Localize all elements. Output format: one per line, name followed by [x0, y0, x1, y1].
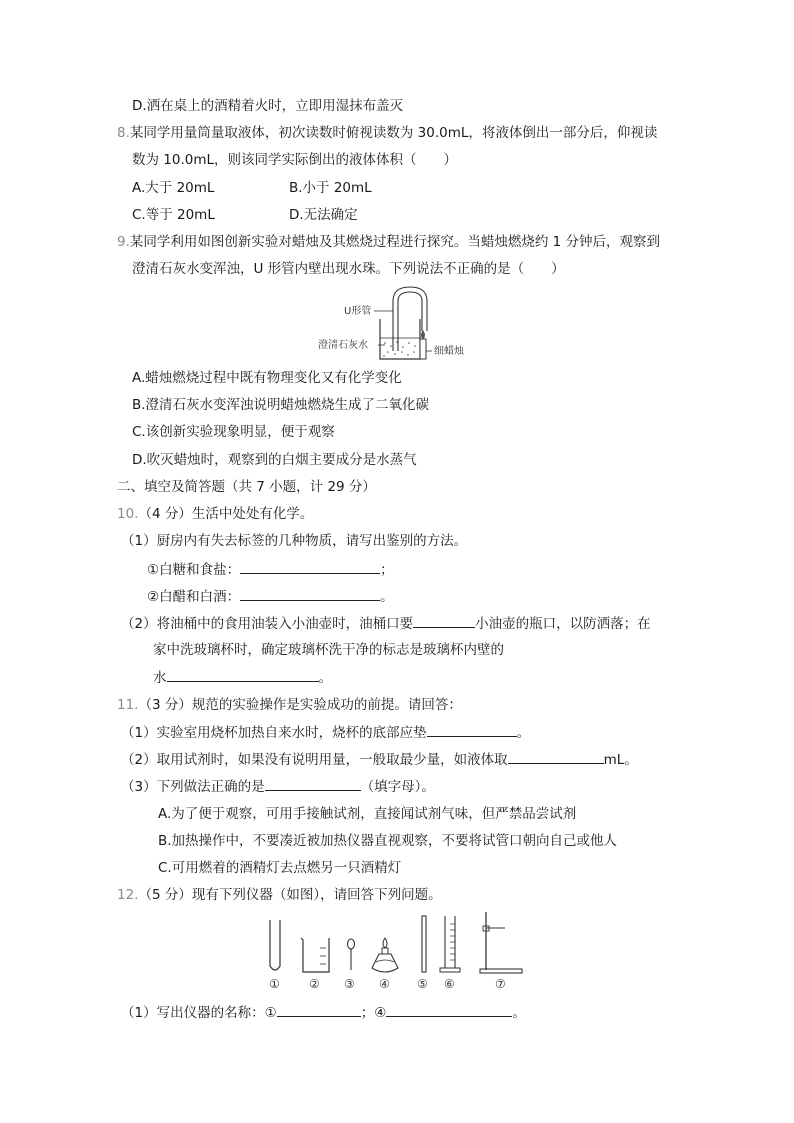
q9-option-c: C.该创新实验现象明显，便于观察 [132, 424, 335, 440]
q8-option-c: C.等于 20mL [132, 207, 215, 223]
q9-option-a: A.蜡烛燃烧过程中既有物理变化又有化学变化 [132, 370, 402, 386]
q11-part3: （3）下列做法正确的是 （填字母）。 [121, 776, 435, 797]
q12-stem-text: （5 分）现有下列仪器（如图），请回答下列问题。 [138, 887, 442, 903]
q8-option-d: D.无法确定 [289, 207, 358, 223]
q10-part1: （1）厨房内有失去标签的几种物质，请写出鉴别的方法。 [121, 533, 468, 549]
q11-blank-beaker[interactable] [427, 722, 517, 737]
instrument-label-4: ④ [379, 977, 390, 991]
q12-stem [117, 885, 442, 905]
q11-option-c: C.可用燃着的酒精灯去点燃另一只酒精灯 [158, 860, 402, 876]
alcohol-lamp-icon [372, 938, 398, 972]
q9-number: 9. [117, 234, 130, 250]
q11-part1: （1）实验室用烧杯加热自来水时，烧杯的底部应垫 。 [121, 722, 530, 743]
q8-stem-text: 某同学用量筒量取液体，初次读数时俯视读数为 30.0mL，将液体倒出一部分后，仰视读 [129, 125, 658, 141]
q12-number: 12. [117, 887, 139, 903]
lime-water-label: 澄清石灰水 [318, 340, 368, 351]
section-2-title: 二、填空及简答题（共 7 小题，计 29 分） [117, 479, 376, 495]
q10-part1b: ②白醋和白酒： 。 [147, 586, 394, 607]
q12-blank-instrument-4[interactable] [386, 1002, 512, 1017]
q10-number: 10. [117, 506, 139, 522]
q12-blank-instrument-1[interactable] [277, 1002, 361, 1017]
q8-option-b: B.小于 20mL [289, 180, 372, 196]
q11-blank-letter[interactable] [265, 776, 361, 791]
instrument-label-5: ⑤ [417, 977, 428, 991]
q9-stem-line1 [117, 232, 660, 252]
instrument-label-7: ⑦ [495, 977, 506, 991]
q11-blank-liquid-amount[interactable] [508, 749, 604, 764]
q11-option-a: A.为了便于观察，可用手接触试剂，直接闻试剂气味，但严禁品尝试剂 [158, 806, 577, 822]
q10-blank-clean-glass[interactable] [167, 667, 319, 682]
beaker-icon [301, 938, 329, 972]
iron-stand-icon [480, 912, 522, 973]
q10-part1a: ①白糖和食盐： ； [147, 559, 394, 580]
q12-part1: （1）写出仪器的名称：① ；④ 。 [121, 1002, 526, 1023]
q9-stem-line2: 澄清石灰水变浑浊，U 形管内壁出现水珠。下列说法不正确的是（ ） [132, 261, 565, 277]
q10-part2-line2: 家中洗玻璃杯时，确定玻璃杯洗干净的标志是玻璃杯内壁的 [153, 642, 504, 658]
instrument-label-1: ① [269, 977, 280, 991]
instrument-label-3: ③ [344, 977, 355, 991]
candle-label: 细蜡烛 [434, 346, 464, 357]
u-tube-candle-figure [318, 283, 518, 365]
q8-stem-line2: 数为 10.0mL，则该同学实际倒出的液体体积（ ） [132, 152, 458, 168]
q8-option-a: A.大于 20mL [132, 180, 215, 196]
q10-stem-text: （4 分）生活中处处有化学。 [138, 506, 314, 522]
q10-stem [117, 504, 313, 524]
u-tube-label: U形管 [344, 306, 372, 317]
q7-option-d: D.洒在桌上的酒精着火时，立即用湿抹布盖灭 [132, 98, 404, 114]
q9-option-d: D.吹灭蜡烛时，观察到的白烟主要成分是水蒸气 [132, 452, 417, 468]
q9-stem-text: 某同学利用如图创新实验对蜡烛及其燃烧过程进行探究。当蜡烛燃烧约 1 分钟后，观察到 [129, 234, 661, 250]
q10-part2-line3: 水 。 [153, 667, 332, 688]
glass-rod-icon [422, 916, 426, 972]
graduated-cylinder-icon [440, 916, 460, 972]
q11-stem-text: （3 分）规范的实验操作是实验成功的前提。请回答： [138, 697, 462, 713]
test-tube-icon [270, 920, 280, 970]
dropper-icon [348, 939, 355, 970]
q8-stem-line1 [117, 123, 657, 143]
q10-part2-line1: （2）将油桶中的食用油装入小油壶时，油桶口要 小油壶的瓶口，以防洒落；在 [121, 613, 651, 634]
q11-option-b: B.加热操作中，不要凑近被加热仪器直视观察，不要将试管口朝向自己或他人 [158, 833, 618, 849]
q11-stem [117, 695, 462, 715]
q10-blank-vinegar-liquor[interactable] [240, 586, 380, 601]
q9-option-b: B.澄清石灰水变浑浊说明蜡烛燃烧生成了二氧化碳 [132, 397, 430, 413]
q10-blank-oil-can[interactable] [413, 613, 475, 628]
instrument-label-2: ② [309, 977, 320, 991]
q8-number: 8. [117, 125, 130, 141]
q11-number: 11. [117, 697, 139, 713]
q10-blank-sugar-salt[interactable] [240, 559, 380, 574]
q11-part2: （2）取用试剂时，如果没有说明用量，一般取最少量，如液体取 mL。 [121, 749, 638, 770]
instruments-figure [262, 910, 532, 992]
instrument-label-6: ⑥ [444, 977, 455, 991]
